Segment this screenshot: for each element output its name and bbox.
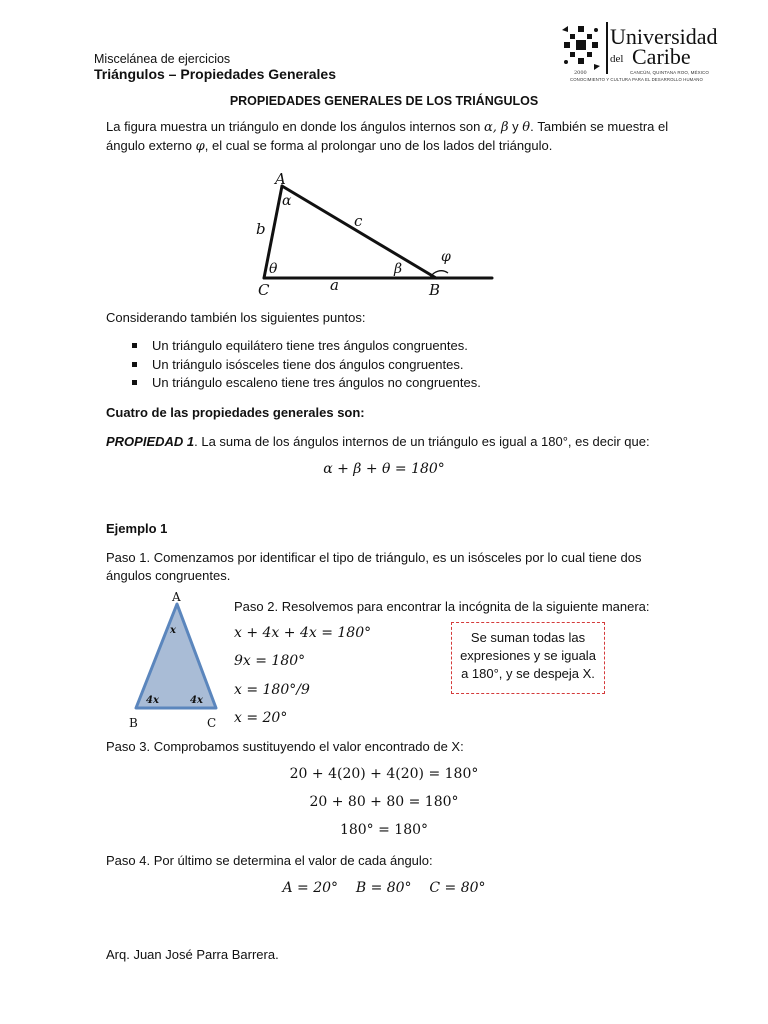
property-1: PROPIEDAD 1. La suma de los ángulos internos de un triángulo es igual a 180°, es decir que:	[106, 434, 650, 449]
logo-name-line2: Caribe	[632, 44, 691, 69]
svg-text:2000: 2000	[574, 70, 587, 76]
angle-label-left: 4x	[146, 695, 159, 706]
logo-name-del: del	[610, 53, 624, 65]
angle-phi: φ	[441, 249, 451, 265]
list-item: Un triángulo escaleno tiene tres ángulos no congruentes.	[106, 374, 666, 393]
university-logo	[560, 22, 718, 84]
side-label-b: b	[256, 220, 266, 238]
vertex-label-c: C	[207, 716, 217, 730]
step-1: Paso 1. Comenzamos por identificar el tipo de triángulo, es un isósceles por lo cual tiene dos ángulos congruentes.	[106, 550, 642, 583]
equation-3: x = 180°/9	[234, 682, 310, 698]
example-title: Ejemplo 1	[106, 521, 168, 536]
logo-tagline: CONOCIMIENTO Y CULTURA PARA EL DESARROLLO HUMANO	[570, 77, 703, 82]
equation-4: x = 20°	[234, 710, 288, 726]
document-title: Triángulos – Propiedades Generales	[94, 66, 336, 82]
result-equation: A = 20° B = 80° C = 80°	[282, 880, 486, 896]
triangle-figure	[248, 168, 508, 303]
considering-text: Considerando también los siguientes puntos:	[106, 310, 366, 325]
list-item: Un triángulo equilátero tiene tres ángulos congruentes.	[106, 337, 666, 356]
check-equation-2: 20 + 80 + 80 = 180°	[309, 794, 459, 810]
logo-subtag: CANCÚN, QUINTANA ROO, MÉXICO	[630, 70, 709, 75]
section-heading: PROPIEDADES GENERALES DE LOS TRIÁNGULOS	[229, 94, 539, 108]
side-label-a: a	[330, 276, 339, 294]
vertex-label-c: C	[258, 281, 270, 299]
bullet-icon	[132, 343, 137, 348]
vertex-label-a: A	[172, 590, 181, 604]
side-c	[282, 186, 436, 278]
angle-beta: β	[394, 261, 403, 277]
angle-label-top: x	[170, 625, 176, 636]
angle-label-right: 4x	[190, 695, 203, 706]
angle-theta: θ	[269, 261, 278, 277]
note-box: Se suman todas las expresiones y se iguala a 180°, y se despeja X.	[451, 622, 605, 694]
check-equation-1: 20 + 4(20) + 4(20) = 180°	[289, 766, 479, 782]
bullet-icon	[132, 362, 137, 367]
property-1-formula: α + β + θ = 180°	[323, 461, 445, 477]
logo-name-line1: Universidad	[610, 24, 718, 49]
step-3: Paso 3. Comprobamos sustituyendo el valor encontrado de X:	[106, 739, 464, 754]
side-label-c: c	[354, 212, 363, 230]
bullet-icon	[132, 380, 137, 385]
logo-emblem-icon	[560, 24, 604, 76]
intro-paragraph: La figura muestra un triángulo en donde los ángulos internos son α, β y θ. También se muestra el ángulo externo φ, el cual se forma al prolongar uno de los lados del triángulo.	[106, 119, 669, 154]
document-subtitle: Miscelánea de ejercicios	[94, 52, 231, 66]
bullet-list	[106, 337, 666, 393]
isosceles-triangle	[122, 588, 232, 738]
step-2: Paso 2. Resolvemos para encontrar la incógnita de la siguiente manera:	[234, 599, 650, 614]
author: Arq. Juan José Parra Barrera.	[106, 947, 279, 962]
properties-heading: Cuatro de las propiedades generales son:	[106, 405, 365, 420]
vertex-label-b: B	[129, 716, 138, 730]
step-4: Paso 4. Por último se determina el valor de cada ángulo:	[106, 853, 433, 868]
list-item: Un triángulo isósceles tiene dos ángulos congruentes.	[106, 356, 666, 375]
check-equation-3: 180° = 180°	[339, 822, 429, 838]
vertex-label-a: A	[275, 170, 286, 188]
vertex-label-b: B	[429, 281, 441, 299]
equation-2: 9x = 180°	[234, 653, 306, 669]
equation-1: x + 4x + 4x = 180°	[234, 625, 372, 641]
angle-alpha: α	[282, 193, 292, 209]
